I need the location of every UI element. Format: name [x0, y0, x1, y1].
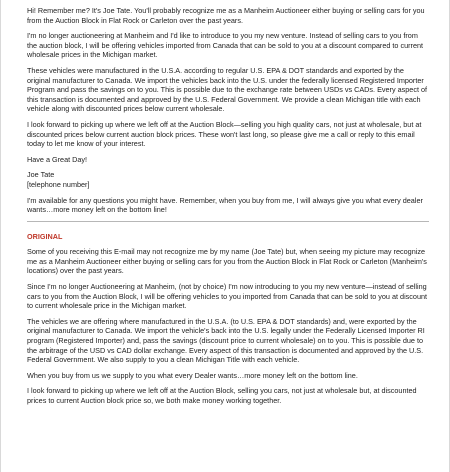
signature-phone: [telephone number] [27, 179, 90, 189]
original-paragraph-vehicles: The vehicles we are offering where manufactured in the U.S.A. (to U.S. EPA & DOT standards) and, were exported by the original manufacturer to Canada. We import the vehicle's back into the U.S. legally under the Federally Licensed Importer RI program (Registered Importer) and, pass the savings (discount price to current wholesale) on to you. This is possible due to the arbitrage of the USD vs CAD dollar exchange. Every aspect of this transaction is documented and approved by the U.S. Federal Government. We also supply to you a clean Michigan Title with each vehicle. [27, 316, 425, 365]
paragraph-vehicles: These vehicles were manufactured in the U.S.A. according to regular U.S. EPA & DOT standards and exported by the original manufacturer to Canada. We import the vehicles back into the U.S. under the federally licensed Registered Importer Program and pass the savings on to you. This is possible due to the exchange rate between USDs vs CADs. Every aspect of this transaction is documented and approved by the U.S. Federal Government. We provide a clean Michigan title with each vehicle along with discounted prices below current wholesale. [27, 65, 428, 114]
paragraph-call-to-action: I look forward to picking up where we left off at the Auction Block—selling you high quality cars, not just at wholesale, but at discounted prices below current auction block prices. These won't last long, so please give me a call or reply to this email today to let me know of your interest. [27, 119, 422, 149]
original-paragraph-dealer: When you buy from us we supply to you what every Dealer wants…more money left on the bottom line. [27, 370, 358, 380]
original-paragraph-greeting: Some of you receiving this E-mail may not recognize me by my name (Joe Tate) but, when seeing my picture may recognize me as a Manheim Auctioneer either buying or selling cars for you from the Auction Block in Flat Rock or Carleton (Manheim's locations) over the past years. [27, 247, 427, 276]
original-paragraph-closing: I look forward to picking up where we left off at the Auction Block, selling you cars, not just at wholesale but, at discounted prices to current Auction block price so, we both make money working together. [27, 386, 417, 405]
paragraph-introduction: I'm no longer auctioneering at Manheim and I'd like to introduce to you my new venture. Instead of selling cars to you from the auction block, I will be offering vehicles imported from Canada that can be sold to you at a discount compared to current wholesale prices in the Michigan market. [27, 31, 424, 60]
signature-name: Joe Tate [27, 170, 55, 180]
closing-line: Have a Great Day! [27, 154, 88, 164]
original-paragraph-introduction: Since I'm no longer Auctioneering at Manheim, (not by choice) I'm now introducing to you my new venture—instead of selling cars to you from the Auction Block, I will be offering vehicles to you imported from Canada that can be sold to you at discount to current wholesale price in the Michigan market. [27, 282, 428, 311]
section-divider [27, 221, 429, 222]
document-body[interactable] [27, 6, 429, 412]
paragraph-greeting: Hi! Remember me? It's Joe Tate. You'll probably recognize me as a Manheim Auctioneer either buying or selling cars for you from the Auction Block in Flat Rock or Carleton over the past years. [27, 6, 425, 25]
paragraph-availability: I'm available for any questions you might have. Remember, when you buy from me, I will always give you what every dealer wants…more money left on the bottom line! [27, 195, 423, 215]
original-section-label: ORIGINAL [27, 231, 63, 241]
